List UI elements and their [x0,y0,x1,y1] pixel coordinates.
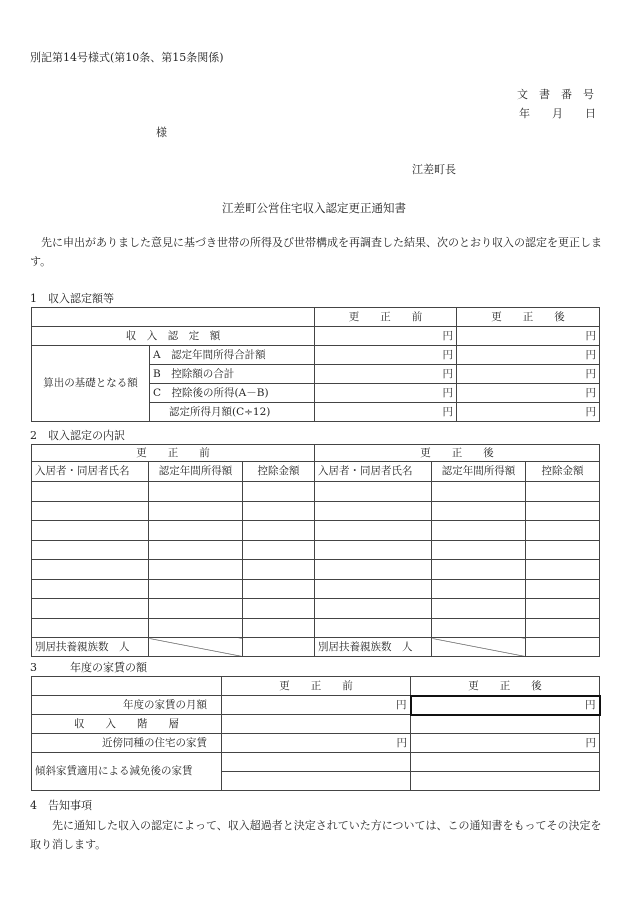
name-cell[interactable] [315,618,432,638]
table-row [32,521,600,541]
table-row [32,501,600,521]
income-header: 認定年間所得額 [432,462,526,482]
rent-corner-cell [32,677,222,696]
form-id: 別記第14号様式(第10条、第15条関係) [30,51,224,64]
income-cell[interactable] [432,540,526,560]
deduction-cell[interactable] [243,501,315,521]
row-code: A [153,348,161,361]
name-cell[interactable] [315,560,432,580]
name-header: 入居者・同居者氏名 [32,462,149,482]
section2-heading: 2 収入認定の内訳 [30,429,125,442]
income-cell[interactable] [149,560,243,580]
name-header: 入居者・同居者氏名 [315,462,432,482]
table-row [32,482,600,502]
income-cell[interactable] [149,579,243,599]
deduction-cell[interactable] [526,618,600,638]
value-cell[interactable]: 円 [315,384,457,403]
row-code: B [153,367,161,380]
basis-label: 算出の基礎となる額 [32,346,150,422]
income-table [31,307,600,422]
person-unit: 人 [119,640,130,653]
name-cell[interactable] [315,540,432,560]
name-cell[interactable] [315,482,432,502]
dependents-deduction-before[interactable] [243,638,315,657]
deduction-cell[interactable] [243,482,315,502]
basis-row-b [150,365,315,384]
nearby-rent-label: 近傍同種の住宅の家賃 [32,734,222,753]
corner-cell [32,308,315,327]
basis-row-c [150,384,315,403]
name-cell[interactable] [32,501,149,521]
income-cell[interactable] [149,618,243,638]
rent-monthly-label: 年度の家賃の月額 [32,696,222,715]
reduced-rent-before-1[interactable] [222,753,411,772]
col-before: 更 正 前 [315,308,457,327]
name-cell[interactable] [32,540,149,560]
income-cell[interactable] [432,501,526,521]
name-cell[interactable] [315,501,432,521]
income-header: 認定年間所得額 [149,462,243,482]
name-cell[interactable] [32,579,149,599]
income-cell[interactable] [432,599,526,619]
row-label: 認定所得月額(C÷12) [169,405,271,418]
reduced-rent-after-2[interactable] [411,772,600,791]
deduction-cell[interactable] [526,540,600,560]
diagonal-cell [149,638,243,657]
income-cell[interactable] [149,501,243,521]
value-cell[interactable]: 円 [457,365,600,384]
deduction-cell[interactable] [243,599,315,619]
diagonal-cell [432,638,526,657]
name-cell[interactable] [32,599,149,619]
nearby-rent-before[interactable]: 円 [222,734,411,753]
intro-paragraph: 先に申出がありました意見に基づき世帯の所得及び世帯構成を再調査した結果、次のとおり収入の認定を更正します。 [30,236,602,268]
deduction-cell[interactable] [526,501,600,521]
income-cell[interactable] [432,579,526,599]
value-cell[interactable]: 円 [315,365,457,384]
dependents-deduction-after[interactable] [526,638,600,657]
income-cell[interactable] [432,521,526,541]
basis-row-a [150,346,315,365]
rent-monthly-after[interactable]: 円 [411,696,600,715]
rent-monthly-before[interactable]: 円 [222,696,411,715]
income-label: 収 入 認 定 額 [32,327,315,346]
income-cell[interactable] [432,482,526,502]
income-cell[interactable] [149,521,243,541]
deduction-cell[interactable] [526,579,600,599]
deduction-cell[interactable] [243,618,315,638]
rent-table [31,676,601,791]
value-cell[interactable]: 円 [457,403,600,422]
income-cell[interactable] [149,540,243,560]
table-row [32,579,600,599]
reduced-rent-after-1[interactable] [411,753,600,772]
deduction-cell[interactable] [526,560,600,580]
name-cell[interactable] [32,521,149,541]
row-code: C [153,386,162,399]
document-title: 江差町公営住宅収入認定更正通知書 [222,201,406,215]
table-row [32,540,600,560]
income-cell[interactable] [432,618,526,638]
deduction-cell[interactable] [243,579,315,599]
income-cell[interactable] [149,599,243,619]
value-cell[interactable]: 円 [457,384,600,403]
section3-heading: 3 年度の家賃の額 [30,661,147,674]
rent-col-after: 更 正 後 [411,677,600,696]
name-cell[interactable] [315,599,432,619]
notice-paragraph: 先に通知した収入の認定によって、収入超過者と決定されていた方については、この通知書をもってその決定を取り消します。 [30,819,602,851]
breakdown-table [31,444,600,657]
issuer: 江差町長 [412,163,456,176]
breakdown-before-header: 更 正 前 [32,445,315,462]
dependents-label: 別居扶養親族数 [318,640,392,653]
table-row [32,618,600,638]
income-cell[interactable] [149,482,243,502]
section4-heading: 4 告知事項 [30,799,92,812]
row-label: 控除後の所得(A－B) [171,386,269,399]
name-cell[interactable] [315,521,432,541]
income-class-before[interactable] [222,715,411,734]
dependents-after[interactable] [315,638,432,657]
income-after[interactable]: 円 [457,327,600,346]
nearby-rent-after[interactable]: 円 [411,734,600,753]
value-cell[interactable]: 円 [315,346,457,365]
income-class-after[interactable] [411,715,600,734]
name-cell[interactable] [32,618,149,638]
row-label: 控除額の合計 [171,367,235,380]
dependents-before[interactable] [32,638,149,657]
table-row [32,599,600,619]
col-after: 更 正 後 [457,308,600,327]
name-cell[interactable] [32,482,149,502]
value-cell[interactable]: 円 [315,403,457,422]
row-label: 認定年間所得合計額 [171,348,266,361]
reduced-rent-before-2[interactable] [222,772,411,791]
deduction-cell[interactable] [243,560,315,580]
value-cell[interactable]: 円 [457,346,600,365]
deduction-cell[interactable] [526,482,600,502]
deduction-header: 控除金額 [243,462,315,482]
person-unit: 人 [402,640,413,653]
rent-col-before: 更 正 前 [222,677,411,696]
income-before[interactable]: 円 [315,327,457,346]
reduced-rent-label: 傾斜家賃適用による減免後の家賃 [32,753,222,791]
deduction-cell[interactable] [526,599,600,619]
section1-heading: 1 収入認定額等 [30,292,114,305]
deduction-cell[interactable] [243,521,315,541]
breakdown-after-header: 更 正 後 [315,445,600,462]
date-label: 年 月 日 [519,107,596,120]
basis-row-monthly [150,403,315,422]
dependents-row [32,638,600,657]
income-class-label: 収 入 階 層 [32,715,222,734]
deduction-cell[interactable] [243,540,315,560]
income-cell[interactable] [432,560,526,580]
addressee-suffix: 様 [156,126,167,139]
name-cell[interactable] [315,579,432,599]
deduction-header: 控除金額 [526,462,600,482]
document-number-label: 文 書 番 号 [517,88,594,101]
table-row [32,560,600,580]
name-cell[interactable] [32,560,149,580]
deduction-cell[interactable] [526,521,600,541]
dependents-label: 別居扶養親族数 [35,640,109,653]
